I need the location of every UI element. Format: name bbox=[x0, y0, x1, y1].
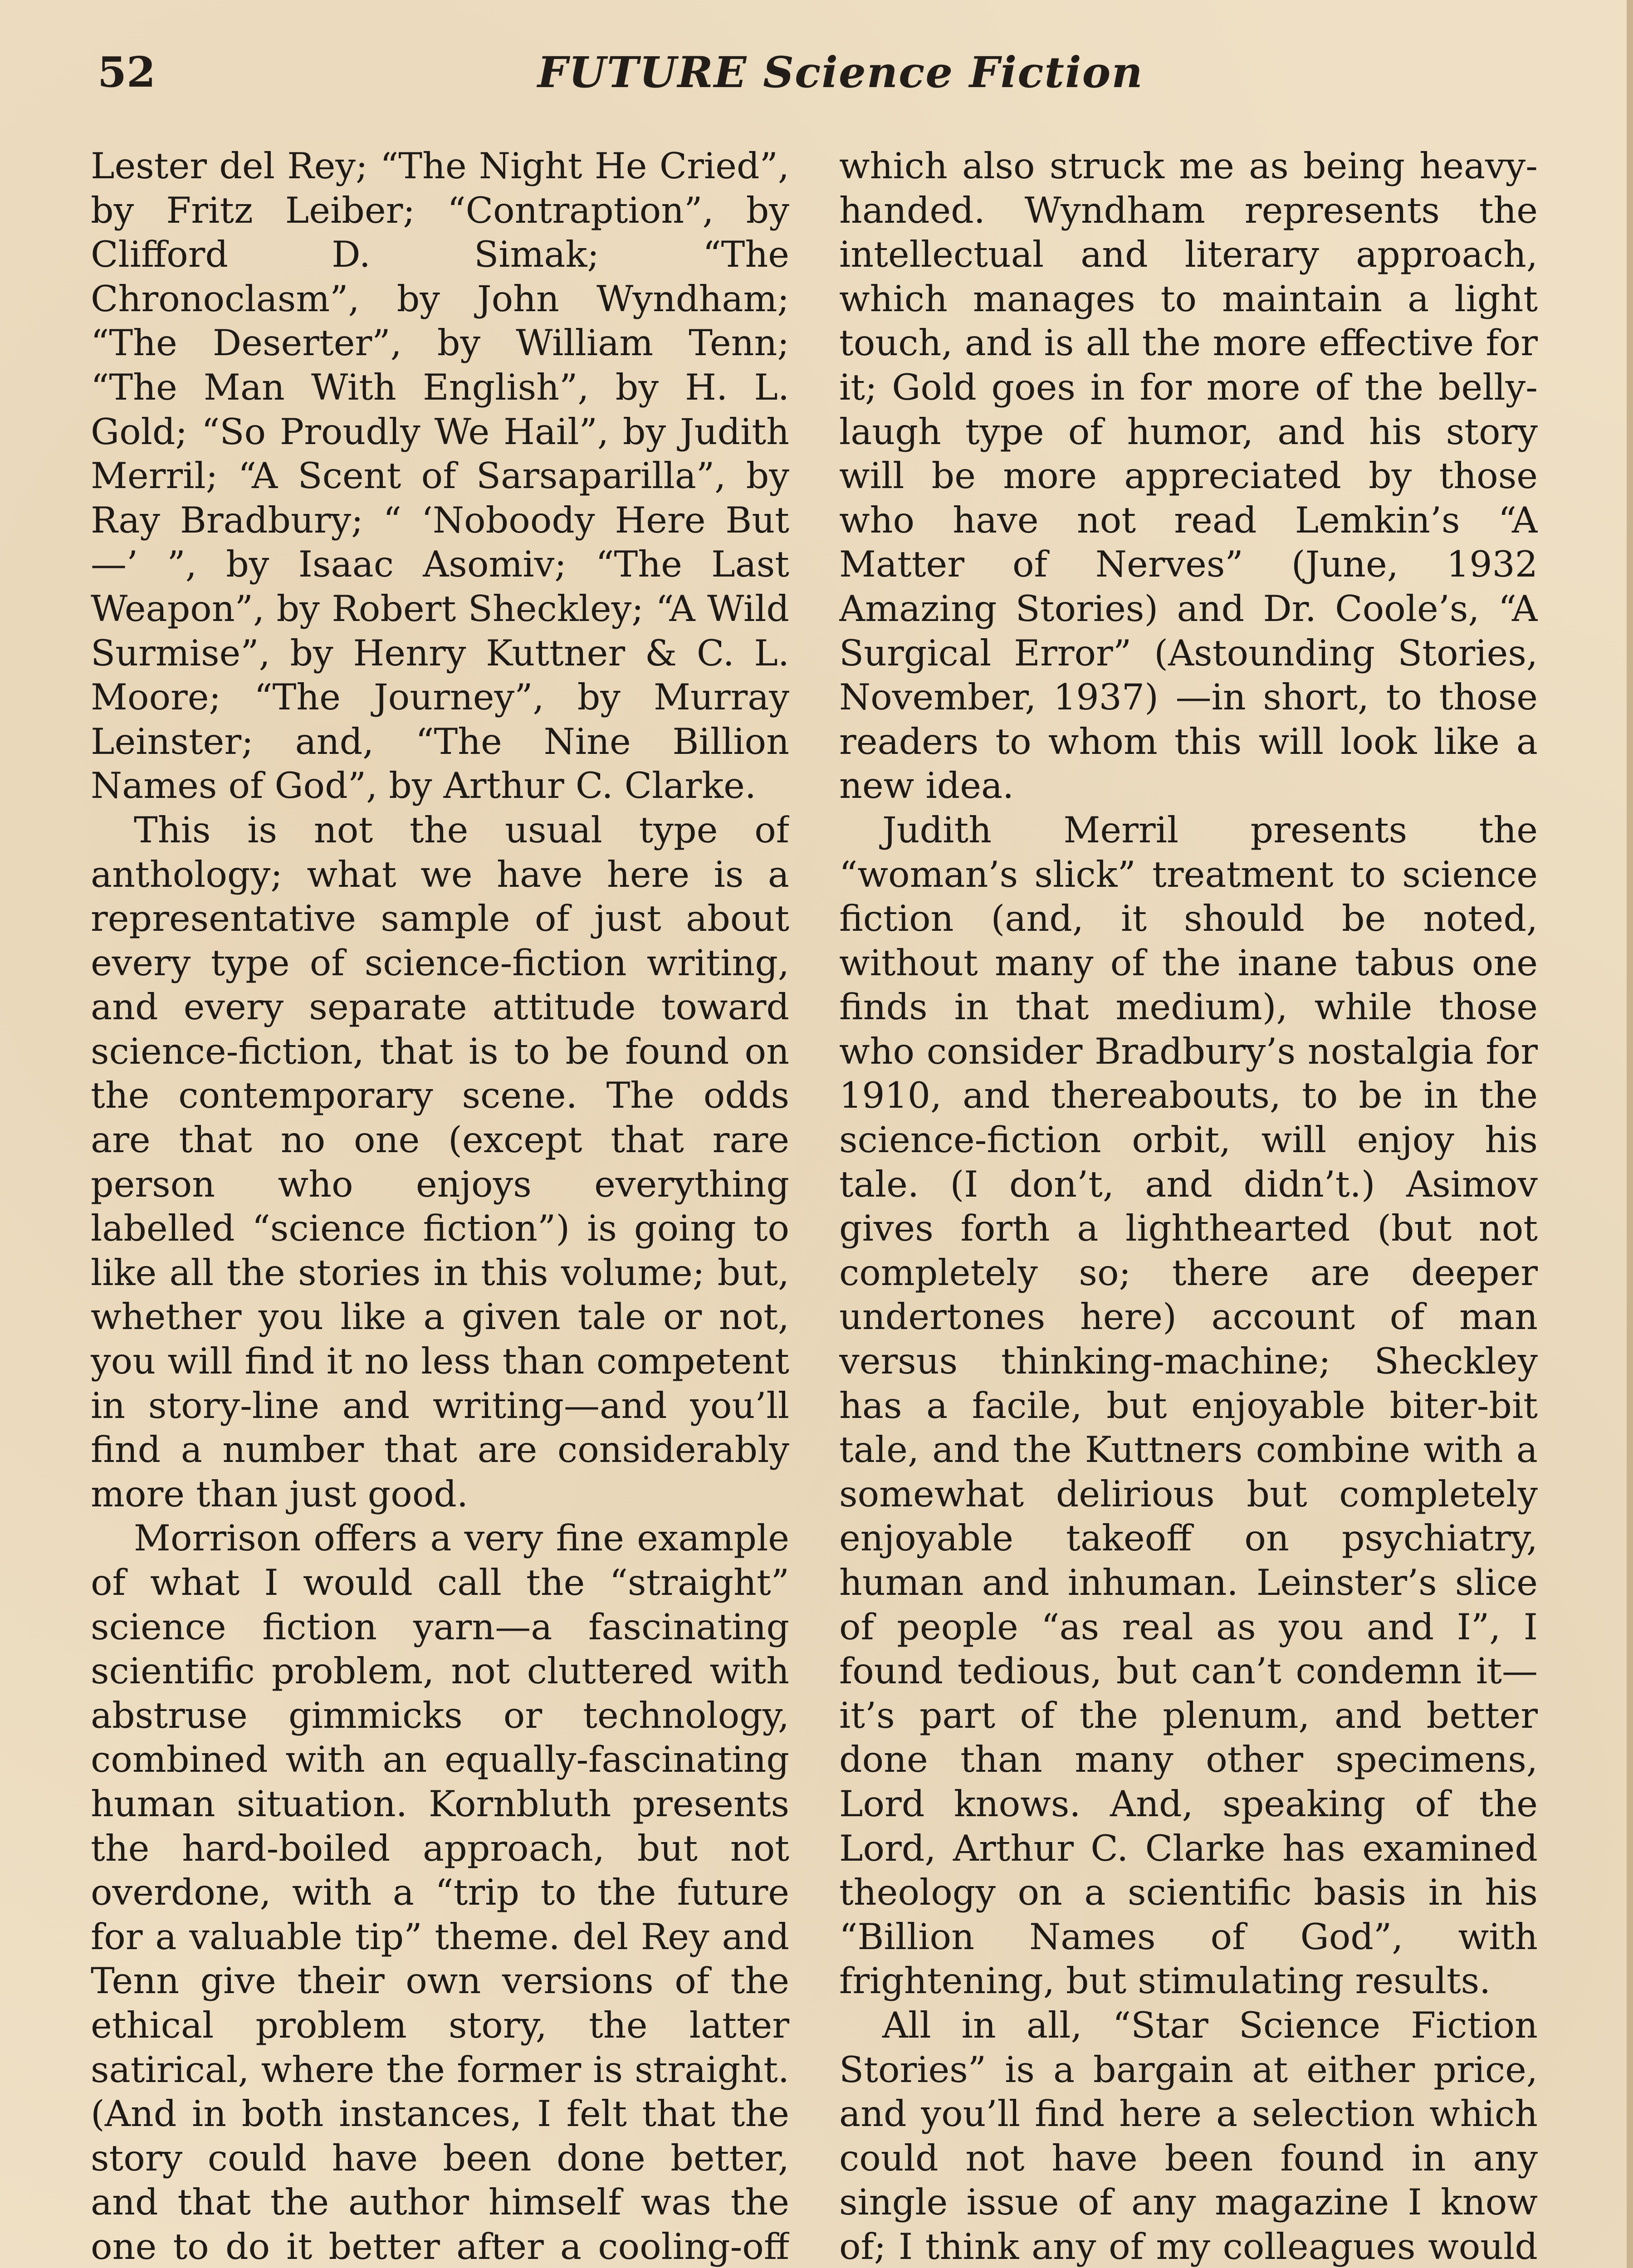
paragraph-merril-review: Judith Merril presents the “woman’s slick” treatment to science fiction (and, it should be noted, without many of the inane tabus one finds in that medium), while those who consider Bradbury’s nostalgia for 1910, and thereabouts, to be in the science-fiction orbit, will enjoy his tale. (I don’t, and didn’t.) Asimov gives forth a lighthearted (but not completely so; there are deeper undertones here) account of man versus thinking-machine; Sheckley has a facile, but enjoyable biter-bit tale, and the Kuttners combine with a somewhat delirious but completely enjoyable takeoff on psychiatry, human and inhuman. Leinster’s slice of people “as real as you and I”, I found tedious, but can’t condemn it—it’s part of the plenum, and better done than many other specimens, Lord knows. And, speaking of the Lord, Arthur C. Clarke has examined theology on a scientific basis in his “Billion Names of God”, with frightening, but stimulating results. bbox=[839, 809, 1538, 2002]
paragraph-anthology-contents: Lester del Rey; “The Night He Cried”, by Fritz Leiber; “Contraption”, by Clifford D. Simak; “The Chronoclasm”, by John Wyndham; “The Deserter”, by William Tenn; “The Man With English”, by H. L. Gold; “So Proudly We Hail”, by Judith Merril; “A Scent of Sarsaparilla”, by Ray Bradbury; “ ‘Noboody Here But—’ ”, by Isaac Asomiv; “The Last Weapon”, by Robert Sheckley; “A Wild Surmise”, by Henry Kuttner & C. L. Moore; “The Journey”, by Murray Leinster; and, “The Nine Billion Names of God”, by Arthur C. Clarke. bbox=[91, 145, 789, 807]
paragraph-continued-reviews: which also struck me as being heavy-handed. Wyndham represents the intellectual and literary approach, which manages to maintain a light touch, and is all the more effective for it; Gold goes in for more of the belly-laugh type of humor, and his story will be more appreciated by those who have not read Lemkin’s “A Matter of Nerves” (June, 1932 Amazing Stories) and Dr. Coole’s, “A Surgical Error” (Astounding Stories, November, 1937) —in short, to those readers to whom this will look like a new idea. bbox=[839, 145, 1538, 807]
page-header bbox=[98, 48, 1572, 107]
paragraph-conclusion: All in all, “Star Science Fiction Stories” is a bargain at either price, and you’ll find here a selection which could not have been found in any single issue of any magazine I know of; I think any of my colleagues would bbox=[839, 2004, 1538, 2268]
left-column bbox=[91, 144, 789, 2268]
page-number: 52 bbox=[98, 48, 156, 97]
right-column bbox=[839, 144, 1538, 2268]
paragraph-anthology-intro: This is not the usual type of anthology; what we have here is a representative sample of just about every type of science-fiction writing, and every separate attitude toward science-fiction, that is to be found on the contemporary scene. The odds are that no one (except that rare person who enjoys everything labelled “science fiction”) is going to like all the stories in this volume; but, whether you like a given tale or not, you will find it no less than competent in story-line and writing—and you’ll find a number that are considerably more than just good. bbox=[91, 809, 789, 1515]
paragraph-story-reviews: Morrison offers a very fine example of what I would call the “straight” science fiction yarn—a fascinating scientific problem, not cluttered with abstruse gimmicks or technology, combined with an equally-fascinating human situation. Kornbluth presents the hard-boiled approach, but not overdone, with a “trip to the future for a valuable tip” theme. del Rey and Tenn give their own versions of the ethical problem story, the latter satirical, where the former is straight. (And in both instances, I felt that the story could have been done better, and that the author himself was the one to do it better after a cooling-off bbox=[91, 1517, 789, 2268]
page-edge bbox=[1627, 0, 1633, 2268]
magazine-title: FUTURE Science Fiction bbox=[538, 48, 1144, 98]
